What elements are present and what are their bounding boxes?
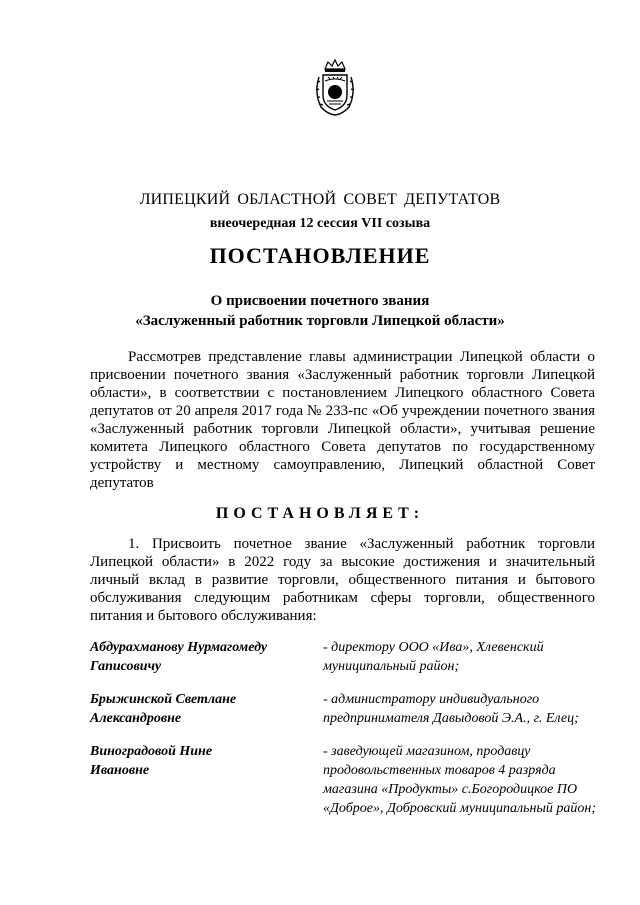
document-type: ПОСТАНОВЛЕНИЕ — [209, 243, 431, 268]
clause-1-paragraph: 1. Присвоить почетное звание «Заслуженный работник торговли Липецкой области» в 2022 году за высокие достижения и значительный личный вклад в развитие торговли, общественного питания и бытового обслуживания следующим работникам сферы торговли, общественного питания и бытового обслуживания: — [90, 536, 595, 624]
coat-of-arms-icon — [313, 59, 357, 117]
awardee-name — [90, 638, 300, 676]
awardee-name — [90, 690, 300, 728]
awardee-name-line-2: Александровне — [90, 711, 182, 726]
subject-line-2: «Заслуженный работник торговли Липецкой области» — [135, 313, 505, 329]
resolves-heading: ПОСТАНОВЛЯЕТ: — [215, 505, 425, 522]
awardee-name — [90, 742, 300, 780]
subject-line-1: О присвоении почетного звания — [210, 293, 430, 309]
preamble-paragraph: Рассмотрев представление главы администрации Липецкой области о присвоении почетного звания «Заслуженный работник торговли Липецкой области», в соответствии с постановлением Липецкого областного Совета депутатов от 20 апреля 2017 года № 233-пс «Об учреждении почетного звания «Заслуженный работник торговли Липецкой области», учитывая решение комитета Липецкого областного Совета депутатов по государственному устройству и местному самоуправлению, Липецкий областной Совет депутатов — [90, 349, 595, 491]
awardee-name-line-2: Гаписовичу — [90, 659, 162, 674]
awardee-name-line-1: Абдурахманову Нурмагомеду — [90, 640, 268, 655]
awardee-description: - директору ООО «Ива», Хлевенский муниципальный район; — [323, 640, 544, 674]
awardee-name-line-1: Брыжинской Светлане — [90, 692, 237, 707]
awardee-description: - заведующей магазином, продавцу продовольственных товаров 4 разряда магазина «Продукты» с.Богородицкое ПО «Доброе», Добровский муниципальный район; — [323, 744, 596, 816]
council-name: ЛИПЕЦКИЙ ОБЛАСТНОЙ СОВЕТ ДЕПУТАТОВ — [139, 191, 501, 208]
document-subject — [0, 291, 640, 331]
awardee-description: - администратору индивидуального предпринимателя Давыдовой Э.А., г. Елец; — [323, 692, 579, 726]
awardee-name-line-2: Ивановне — [90, 763, 150, 778]
session-line: внеочередная 12 сессия VII созыва — [209, 216, 431, 231]
awardee-name-line-1: Виноградовой Нине — [90, 744, 213, 759]
